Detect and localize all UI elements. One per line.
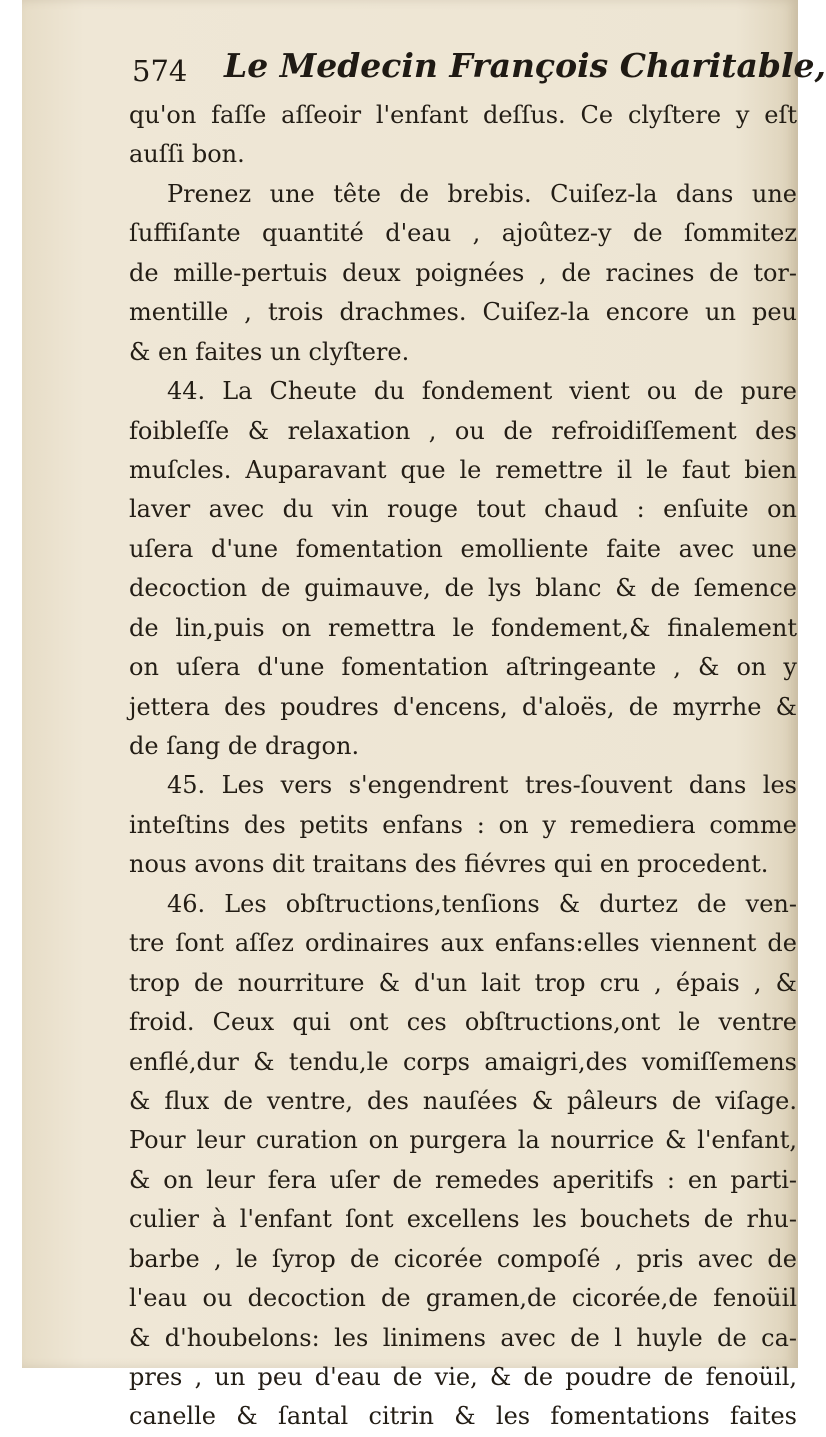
page-number: 574 [132, 54, 188, 88]
text-line: & on leur fera uſer de remedes aperitifs : en parti- [129, 1165, 797, 1194]
text-line: l'eau ou decoction de gramen,de cicorée,de fenoüil [129, 1284, 797, 1313]
text-line: muſcles. Auparavant que le remettre il le faut bien [129, 455, 797, 484]
text-line: decoction de guimauve, de lys blanc & de ſemence [129, 574, 797, 603]
text-line: auſſi bon. [129, 140, 245, 169]
text-line: laver avec du vin rouge tout chaud : enſuite on [129, 495, 797, 524]
text-line: ſuffiſante quantité d'eau , ajoûtez-y de ſommitez [129, 219, 797, 248]
running-title: Le Medecin François Charitable, [224, 46, 826, 85]
text-line: trop de nourriture & d'un lait trop cru , épais , & [129, 968, 797, 997]
text-line: de ſang de dragon. [129, 732, 360, 760]
text-line: & d'houbelons: les linimens avec de l huyle de ca- [129, 1323, 797, 1352]
text-line: 45. Les vers s'engendrent tres-ſouvent dans les [167, 771, 797, 800]
text-line: Pour leur curation on purgera la nourrice & l'enfant, [129, 1126, 797, 1155]
book-page [22, 0, 826, 1431]
body-text [129, 96, 797, 1437]
text-line: de lin,puis on remettra le fondement,& finalement [129, 613, 797, 642]
text-line: enflé,dur & tendu,le corps amaigri,des vomiſſemens [129, 1047, 797, 1076]
text-line: & flux de ventre, des nauſées & pâleurs de viſage. [129, 1086, 797, 1115]
text-line: mentille , trois drachmes. Cuiſez-la encore un peu [129, 298, 797, 327]
text-line: de mille-pertuis deux poignées , de racines de tor- [129, 258, 797, 287]
text-line: nous avons dit traitans des fiévres qui en procedent. [129, 850, 769, 879]
text-line: jettera des poudres d'encens, d'aloës, de myrrhe & [129, 692, 797, 721]
text-line: pres , un peu d'eau de vie, & de poudre de fenoüil, [129, 1363, 797, 1391]
text-line: qu'on faſſe aſſeoir l'enfant deſſus. Ce clyſtere y eſt [129, 101, 797, 129]
text-line: canelle & ſantal citrin & les fomentations faites [129, 1402, 797, 1431]
text-line: 44. La Cheute du fondement vient ou de pure [167, 377, 797, 406]
text-line: barbe , le ſyrop de cicorée compoſé , pris avec de [129, 1244, 797, 1273]
page-header [132, 46, 826, 96]
text-line: tre ſont aſſez ordinaires aux enfans:elles viennent de [129, 929, 797, 958]
text-line: foibleſſe & relaxation , ou de refroidiſſement des [129, 416, 797, 445]
text-line: uſera d'une fomentation emolliente faite avec une [129, 534, 797, 563]
text-line: 46. Les obſtructions,tenſions & durtez de ven- [167, 889, 797, 918]
text-line: inteſtins des petits enfans : on y remediera comme [129, 810, 797, 839]
text-line: on uſera d'une fomentation aſtringeante , & on y [129, 653, 797, 682]
text-line: froid. Ceux qui ont ces obſtructions,ont le ventre [129, 1008, 797, 1037]
text-line: Prenez une tête de brebis. Cuiſez-la dans une [167, 179, 797, 208]
text-line: & en faites un clyſtere. [129, 337, 410, 366]
text-line: culier à l'enfant ſont excellens les bouchets de rhu- [129, 1205, 797, 1234]
